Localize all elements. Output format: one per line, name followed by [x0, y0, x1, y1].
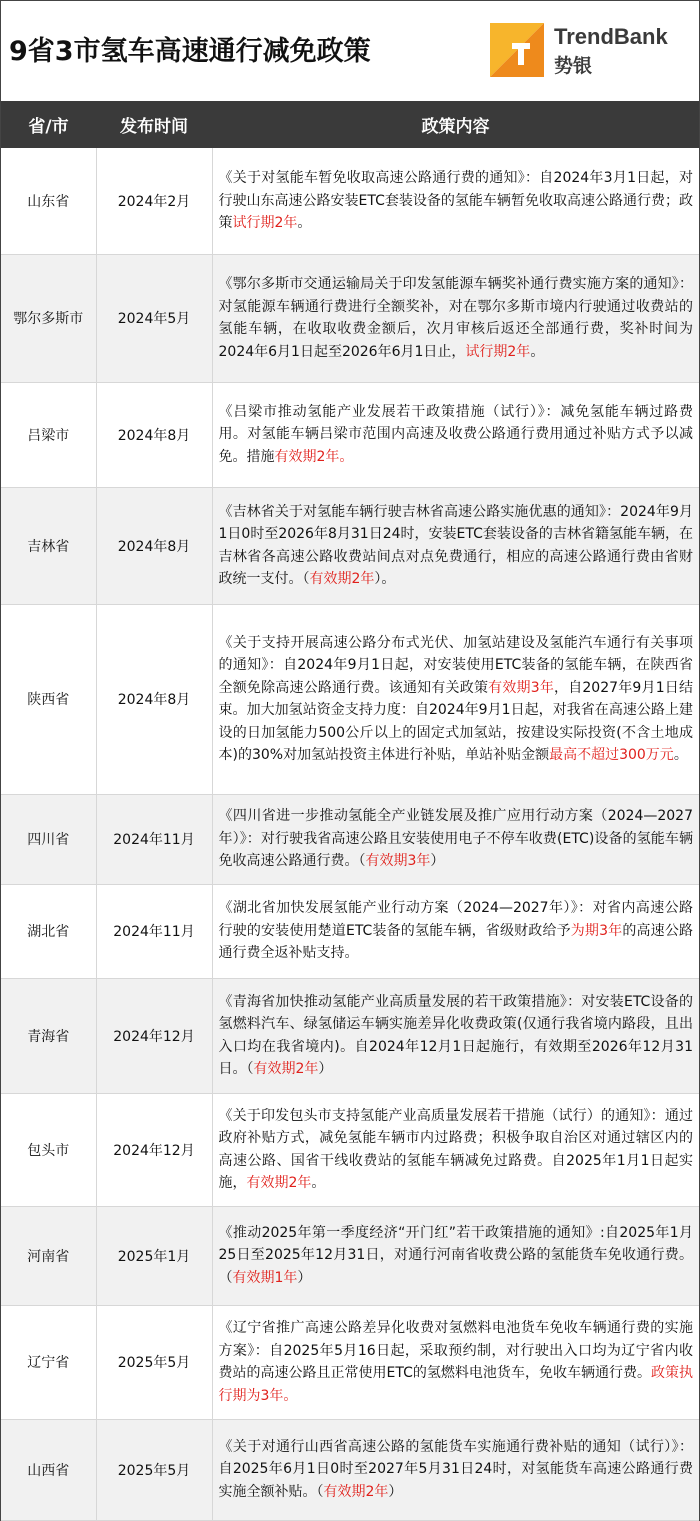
policy-text: 《湖北省加快发展氢能产业行动方案（2024—2027年）》：对省内高速公路行驶的安装使用楚道ETC装备的氢能车辆，省级财政给予 [218, 900, 693, 939]
policy-text: ） [318, 1061, 333, 1077]
cell-date: 2024年8月 [96, 604, 212, 794]
table-row [1, 794, 699, 884]
policy-text: 《推动2025年第一季度经济“开门红”若干政策措施的通知》:自2025年1月25日至2025年12月31日，对通行河南省收费公路的氢能货车免收通行费。（ [218, 1224, 693, 1286]
cell-date: 2025年5月 [96, 1305, 212, 1419]
cell-content [212, 487, 699, 604]
table-row [1, 382, 699, 487]
highlight-text: 有效期3年 [488, 679, 555, 696]
highlight-text: 有效期2年 [246, 1175, 312, 1191]
cell-province: 湖北省 [1, 884, 96, 978]
highlight-text: 试行期2年 [232, 215, 298, 231]
policy-text: 《吉林省关于对氢能车辆行驶吉林省高速公路实施优惠的通知》：2024年9月1日0时至2026年8月31日24时，安装ETC套装设备的吉林省籍氢能车辆，在吉林省各高速公路收费站间点对点免费通行，相应的高速公路通行费由省财政统一支付。（ [218, 503, 693, 587]
cell-date: 2024年12月 [96, 978, 212, 1093]
table-header [1, 101, 699, 148]
cell-content [212, 604, 699, 794]
cell-content [212, 884, 699, 978]
cell-province: 辽宁省 [1, 1305, 96, 1419]
trendbank-logo-icon [490, 23, 544, 77]
cell-content [212, 1206, 699, 1305]
cell-province: 吉林省 [1, 487, 96, 604]
cell-date: 2024年8月 [96, 382, 212, 487]
header [1, 1, 699, 101]
brand-name-cn: 势银 [554, 55, 593, 77]
table-row [1, 1093, 699, 1206]
policy-text: ，自2027年9月1日结束。加大加氢站资金支持力度：自2024年9月1日起，对我省在高速公路上建设的日加氢能力500公斤以上的固定式加氢站，按建设实际投资(不含土地成本)的30%对加氢站投资主体进行补贴，单站补贴金额 [218, 679, 693, 763]
highlight-text: 有效期2年 [253, 1061, 319, 1077]
policy-text: 《鄂尔多斯市交通运输局关于印发氢能源车辆奖补通行费实施方案的通知》：对氢能源车辆通行费进行全额奖补，对在鄂尔多斯市境内行驶通过收费站的氢能车辆，在收取收费金额后，次月审核后返还全部通行费，奖补时间为2024年6月1日起至2026年6月1日止， [218, 276, 693, 360]
policy-text: 《青海省加快推动氢能产业高质量发展的若干政策措施》：对安装ETC设备的氢燃料汽车、绿氢储运车辆实施差异化收费政策(仅通行我省境内路段，且出入口均在我省境内)。自2024年12月1日起施行，有效期至2026年12月31日。（ [218, 993, 693, 1077]
cell-province: 山东省 [1, 148, 96, 254]
highlight-text: 有效期1年 [232, 1269, 298, 1286]
highlight-text: 有效期2年 [309, 571, 375, 587]
highlight-text: 政策执行期为3年。 [218, 1365, 693, 1404]
policy-text: 的高速公路通行费全返补贴支持。 [218, 922, 693, 962]
table-row [1, 254, 699, 382]
policy-text: 《关于对氢能车暂免收取高速公路通行费的通知》：自2024年3月1日起，对行驶山东高速公路安装ETC套装设备的氢能车辆暂免收取高速公路通行费；政策 [218, 170, 693, 231]
column-header-date: 发布时间 [96, 101, 212, 148]
column-header-content: 政策内容 [212, 101, 699, 148]
policy-text: 《辽宁省推广高速公路差异化收费对氢燃料电池货车免收车辆通行费的实施方案》：自2025年5月16日起，采取预约制，对行驶出入口均为辽宁省内收费站的高速公路且正常使用ETC的氢燃料电池货车，免收车辆通行费。 [218, 1320, 693, 1381]
page-title: 9省3市氢车高速通行减免政策 [9, 36, 371, 67]
cell-date: 2025年1月 [96, 1206, 212, 1305]
cell-province: 河南省 [1, 1206, 96, 1305]
table-row [1, 978, 699, 1093]
cell-date: 2024年8月 [96, 487, 212, 604]
cell-content [212, 1093, 699, 1206]
policy-text: 。 [311, 1175, 326, 1191]
policy-text: ）。 [374, 571, 396, 587]
cell-date: 2024年5月 [96, 254, 212, 382]
highlight-text: 有效期3年 [365, 853, 431, 870]
policy-text: 《关于印发包头市支持氢能产业高质量发展若干措施（试行）的通知》：通过政府补贴方式，减免氢能车辆市内过路费；积极争取自治区对通过辖区内的高速公路、国省干线收费站的氢能车辆减免过路费。自2025年1月1日起实施， [218, 1107, 693, 1191]
column-header-province: 省/市 [1, 101, 96, 148]
policy-text: ） [297, 1269, 312, 1286]
policy-text: 。 [530, 343, 545, 360]
cell-province: 鄂尔多斯市 [1, 254, 96, 382]
cell-province: 四川省 [1, 794, 96, 884]
cell-content [212, 1305, 699, 1419]
highlight-text: 为期3年 [570, 922, 623, 939]
policy-text: 《四川省进一步推动氢能全产业链发展及推广应用行动方案（2024—2027年）》：对行驶我省高速公路且安装使用电子不停车收费(ETC)设备的氢能车辆免收高速公路通行费。（ [218, 808, 693, 870]
cell-content [212, 794, 699, 884]
policy-text: 。 [297, 215, 312, 231]
table-row [1, 884, 699, 978]
cell-content [212, 382, 699, 487]
table-row [1, 487, 699, 604]
policy-text: ） [388, 1483, 403, 1500]
cell-date: 2024年2月 [96, 148, 212, 254]
policy-text: 《关于对通行山西省高速公路的氢能货车实施通行费补贴的通知（试行）》：自2025年6月1日0时至2027年5月31日24时，对氢能货车高速公路通行费实施全额补贴。（ [218, 1438, 693, 1500]
cell-content [212, 1419, 699, 1520]
cell-date: 2024年11月 [96, 794, 212, 884]
table-row [1, 604, 699, 794]
cell-content [212, 148, 699, 254]
table-row [1, 148, 699, 254]
cell-province: 山西省 [1, 1419, 96, 1520]
cell-content [212, 978, 699, 1093]
highlight-text: 最高不超过300万元 [549, 747, 674, 763]
cell-province: 吕梁市 [1, 382, 96, 487]
cell-date: 2024年11月 [96, 884, 212, 978]
brand-name-en: TrendBank [554, 24, 668, 49]
table-row [1, 1419, 699, 1520]
cell-date: 2024年12月 [96, 1093, 212, 1206]
cell-province: 陕西省 [1, 604, 96, 794]
table-row [1, 1206, 699, 1305]
policy-text: 《吕梁市推动氢能产业发展若干政策措施（试行）》：减免氢能车辆过路费用。对氢能车辆吕梁市范围内高速及收费公路通行费用通过补贴方式予以减免。措施 [218, 403, 693, 465]
policy-text: 。 [673, 747, 688, 763]
policy-text: 《关于支持开展高速公路分布式光伏、加氢站建设及氢能汽车通行有关事项的通知》：自2024年9月1日起，对安装使用ETC装备的氢能车辆，在陕西省全额免除高速公路通行费。该通知有关政策 [218, 634, 693, 696]
cell-province: 包头市 [1, 1093, 96, 1206]
cell-province: 青海省 [1, 978, 96, 1093]
highlight-text: 有效期2年。 [274, 448, 354, 465]
table-row [1, 1305, 699, 1419]
highlight-text: 试行期2年 [465, 343, 531, 360]
policy-table [1, 101, 699, 1521]
cell-content [212, 254, 699, 382]
table-body [1, 148, 699, 1520]
highlight-text: 有效期2年 [323, 1483, 389, 1500]
policy-text: ） [430, 853, 445, 870]
cell-date: 2025年5月 [96, 1419, 212, 1520]
